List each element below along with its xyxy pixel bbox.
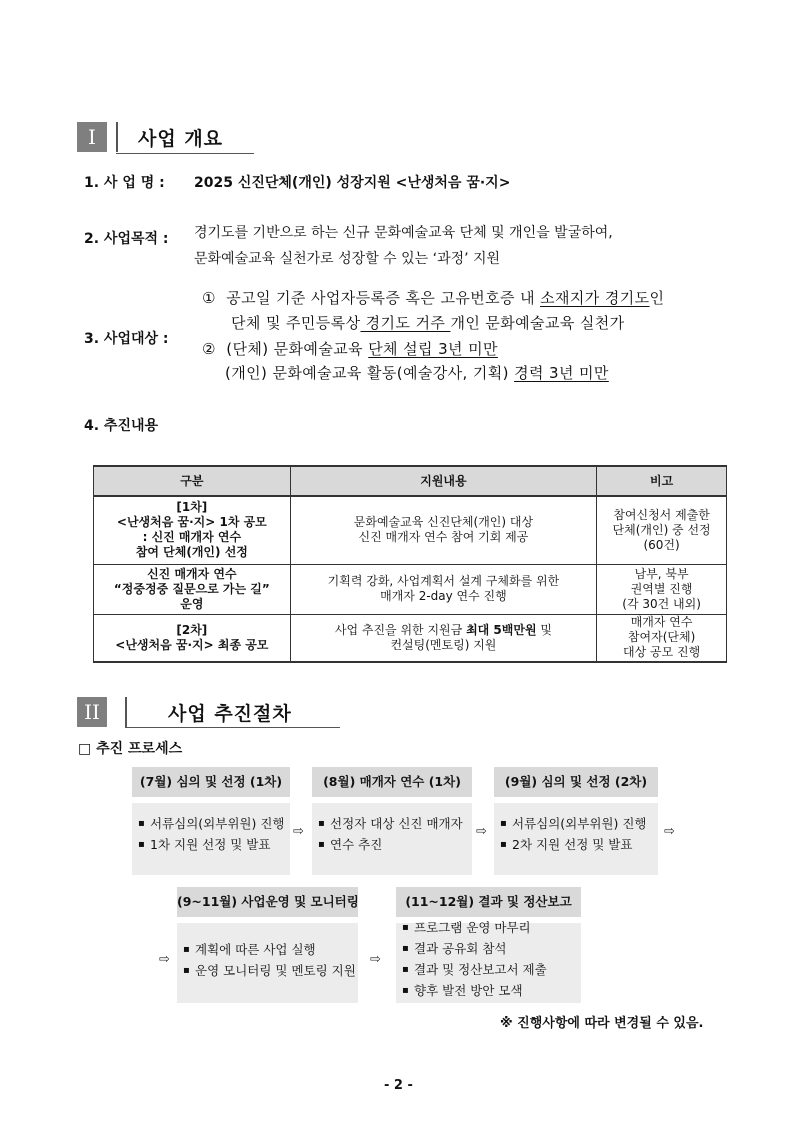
criteria-1-text-b: 인 bbox=[649, 289, 665, 307]
criteria-1-line-2 bbox=[231, 312, 625, 333]
table-cell bbox=[597, 564, 727, 614]
table-cell bbox=[94, 564, 291, 614]
process-box-3-list bbox=[500, 813, 654, 855]
section-1-underline bbox=[116, 153, 254, 154]
criteria-1-underline-2: 경기도 거주 bbox=[360, 314, 451, 332]
table-header-note: 비고 bbox=[597, 466, 727, 496]
plan-table bbox=[93, 465, 727, 663]
process-note: ※ 진행사항에 따라 변경될 수 있음. bbox=[500, 1016, 704, 1031]
table-header-row bbox=[94, 466, 727, 496]
list-item: ▪ 계획에 따른 사업 실행 bbox=[183, 939, 354, 960]
criteria-2-underline: 단체 설립 3년 미만 bbox=[368, 340, 498, 358]
item-2-line-2: 문화예술교육 실천가로 성장할 수 있는 ‘과정’ 지원 bbox=[194, 251, 501, 267]
process-box-1-list bbox=[138, 813, 286, 855]
cell-line: [1차] bbox=[176, 500, 208, 515]
process-box-2-title: (8월) 매개자 연수 (1차) bbox=[312, 767, 472, 797]
cell-line: 매개자 2-day 연수 진행 bbox=[380, 589, 507, 603]
cell-line: 신진 매개자 연수 참여 기회 제공 bbox=[358, 530, 529, 545]
section-1-title: 사업 개요 bbox=[138, 128, 224, 150]
cell-line: 참여 단체(개인) 선정 bbox=[135, 545, 248, 560]
criteria-1-text-a: 공고일 기준 사업자등록증 혹은 고유번호증 내 bbox=[226, 289, 541, 307]
process-box-separator bbox=[312, 797, 472, 803]
table-cell bbox=[94, 614, 291, 662]
section-1-number: I bbox=[77, 122, 107, 152]
item-3-label: 3. 사업대상 : bbox=[84, 331, 169, 347]
page-number: - 2 - bbox=[384, 1078, 413, 1093]
process-box-2-list bbox=[318, 813, 468, 855]
table-header-category: 구분 bbox=[94, 466, 291, 496]
cell-line: 기획력 강화, 사업계획서 설계 구체화를 위한 bbox=[327, 574, 560, 588]
table-cell bbox=[597, 496, 727, 564]
arrow-right-icon: ⇨ bbox=[370, 952, 381, 967]
section-1-divider bbox=[116, 122, 118, 152]
table-cell bbox=[94, 496, 291, 564]
process-box-5 bbox=[396, 887, 581, 1003]
cell-line: 단체(개인) 중 선정 bbox=[612, 522, 711, 537]
list-item bbox=[318, 834, 468, 855]
list-item: ▪ 향후 발전 방안 모색 bbox=[402, 980, 577, 1001]
arrow-right-icon: ⇨ bbox=[159, 952, 170, 967]
cell-line: : 신진 매개자 연수 bbox=[142, 530, 242, 545]
process-box-3-title: (9월) 심의 및 선정 (2차) bbox=[494, 767, 658, 797]
cell-line: <난생처음 꿈·지> 1차 공모 bbox=[116, 515, 267, 530]
cell-line: “정중정중 질문으로 가는 길” bbox=[113, 581, 270, 596]
criteria-3-underline: 경력 3년 미만 bbox=[514, 364, 609, 382]
item-1-label: 1. 사 업 명 : bbox=[84, 175, 165, 191]
arrow-right-icon: ⇨ bbox=[293, 824, 304, 839]
cell-line: <난생처음 꿈·지> 최종 공모 bbox=[115, 637, 269, 652]
cell-line: 컨설팅(멘토링) 지원 bbox=[390, 637, 497, 652]
item-2-label: 2. 사업목적 : bbox=[84, 231, 169, 247]
cell-line: 권역별 진행 bbox=[630, 581, 693, 596]
arrow-right-icon: ⇨ bbox=[476, 824, 487, 839]
table-cell bbox=[597, 614, 727, 662]
item-4-label: 4. 추진내용 bbox=[84, 418, 159, 434]
process-box-5-title: (11~12월) 결과 및 정산보고 bbox=[396, 887, 581, 917]
criteria-1-underline-1: 소재지가 경기도 bbox=[540, 289, 650, 307]
cell-line bbox=[291, 623, 597, 638]
table-row bbox=[94, 496, 727, 564]
cell-line: 참여신청서 제출한 bbox=[613, 507, 710, 522]
process-box-4 bbox=[177, 887, 358, 1003]
process-box-2 bbox=[312, 767, 472, 875]
cell-line: 대상 공모 진행 bbox=[623, 645, 701, 660]
cell-text: 및 bbox=[536, 622, 552, 637]
process-heading: □ 추진 프로세스 bbox=[78, 741, 183, 757]
process-box-separator bbox=[132, 797, 290, 803]
table-row bbox=[94, 614, 727, 662]
table-cell bbox=[290, 564, 597, 614]
criteria-3-text-a: (개인) 문화예술교육 활동(예술강사, 기획) bbox=[225, 364, 515, 382]
cell-line: 매개자 연수 bbox=[630, 615, 693, 630]
criteria-2-line-1 bbox=[202, 338, 498, 359]
list-item: ▪ 운영 모니터링 및 멘토링 지원 bbox=[183, 960, 354, 981]
cell-text: 사업 추진을 위한 지원금 bbox=[334, 622, 467, 637]
table-row bbox=[94, 564, 727, 614]
list-item-continuation: 연수 추진 bbox=[330, 837, 383, 852]
section-2-title: 사업 추진절차 bbox=[168, 703, 292, 725]
item-1-value: 2025 신진단체(개인) 성장지원 <난생처음 꿈·지> bbox=[194, 175, 511, 191]
list-item: ▪ 2차 지원 선정 및 발표 bbox=[500, 834, 654, 855]
cell-line: 참여자(단체) bbox=[627, 630, 696, 645]
list-item: ▪ 프로그램 운영 마무리 bbox=[402, 917, 577, 938]
table-cell bbox=[290, 496, 597, 564]
process-box-1-title: (7월) 심의 및 선정 (1차) bbox=[132, 767, 290, 797]
list-item: ▪ 서류심의(외부위원) 진행 bbox=[500, 813, 654, 834]
process-box-5-list bbox=[402, 917, 577, 1001]
cell-line: 문화예술교육 신진단체(개인) 대상 bbox=[353, 515, 534, 530]
arrow-right-icon: ⇨ bbox=[664, 824, 675, 839]
cell-line: 신진 매개자 연수 bbox=[147, 566, 237, 581]
process-box-1 bbox=[132, 767, 290, 875]
criteria-1-line-1 bbox=[202, 287, 664, 308]
process-box-separator bbox=[177, 917, 358, 923]
criteria-1-text-c: 단체 및 주민등록상 bbox=[231, 314, 361, 332]
section-2-divider bbox=[125, 697, 127, 727]
list-item: ▪ 결과 공유회 참석 bbox=[402, 938, 577, 959]
process-box-separator bbox=[494, 797, 658, 803]
process-box-4-list bbox=[183, 939, 354, 981]
cell-line: (각 30건 내외) bbox=[622, 596, 701, 611]
list-item: ▪ 결과 및 정산보고서 제출 bbox=[402, 959, 577, 980]
criteria-2-text-a: (단체) 문화예술교육 bbox=[226, 340, 369, 358]
process-box-4-title: (9~11월) 사업운영 및 모니터링 bbox=[177, 887, 358, 917]
criteria-2-line-2 bbox=[225, 362, 609, 383]
list-item: ▪ 선정자 대상 신진 매개자 bbox=[318, 813, 468, 834]
list-item: ▪ 1차 지원 선정 및 발표 bbox=[138, 834, 286, 855]
section-2-number: II bbox=[77, 697, 107, 727]
criteria-1-text-d: 개인 문화예술교육 실천가 bbox=[450, 314, 625, 332]
cell-emphasis: 최대 5백만원 bbox=[466, 622, 537, 637]
table-cell bbox=[290, 614, 597, 662]
cell-line: 남부, 북부 bbox=[634, 566, 689, 581]
item-2-line-1: 경기도를 기반으로 하는 신규 문화예술교육 단체 및 개인을 발굴하여, bbox=[194, 225, 613, 241]
process-box-3 bbox=[494, 767, 658, 875]
list-item: ▪ 서류심의(외부위원) 진행 bbox=[138, 813, 286, 834]
section-2-underline bbox=[125, 727, 340, 728]
cell-line: (60건) bbox=[643, 537, 680, 552]
criteria-2-number: ② bbox=[202, 340, 216, 358]
table-header-support: 지원내용 bbox=[290, 466, 597, 496]
cell-line: 운영 bbox=[180, 596, 204, 611]
criteria-1-number: ① bbox=[202, 289, 216, 307]
cell-line: [2차] bbox=[176, 622, 208, 637]
